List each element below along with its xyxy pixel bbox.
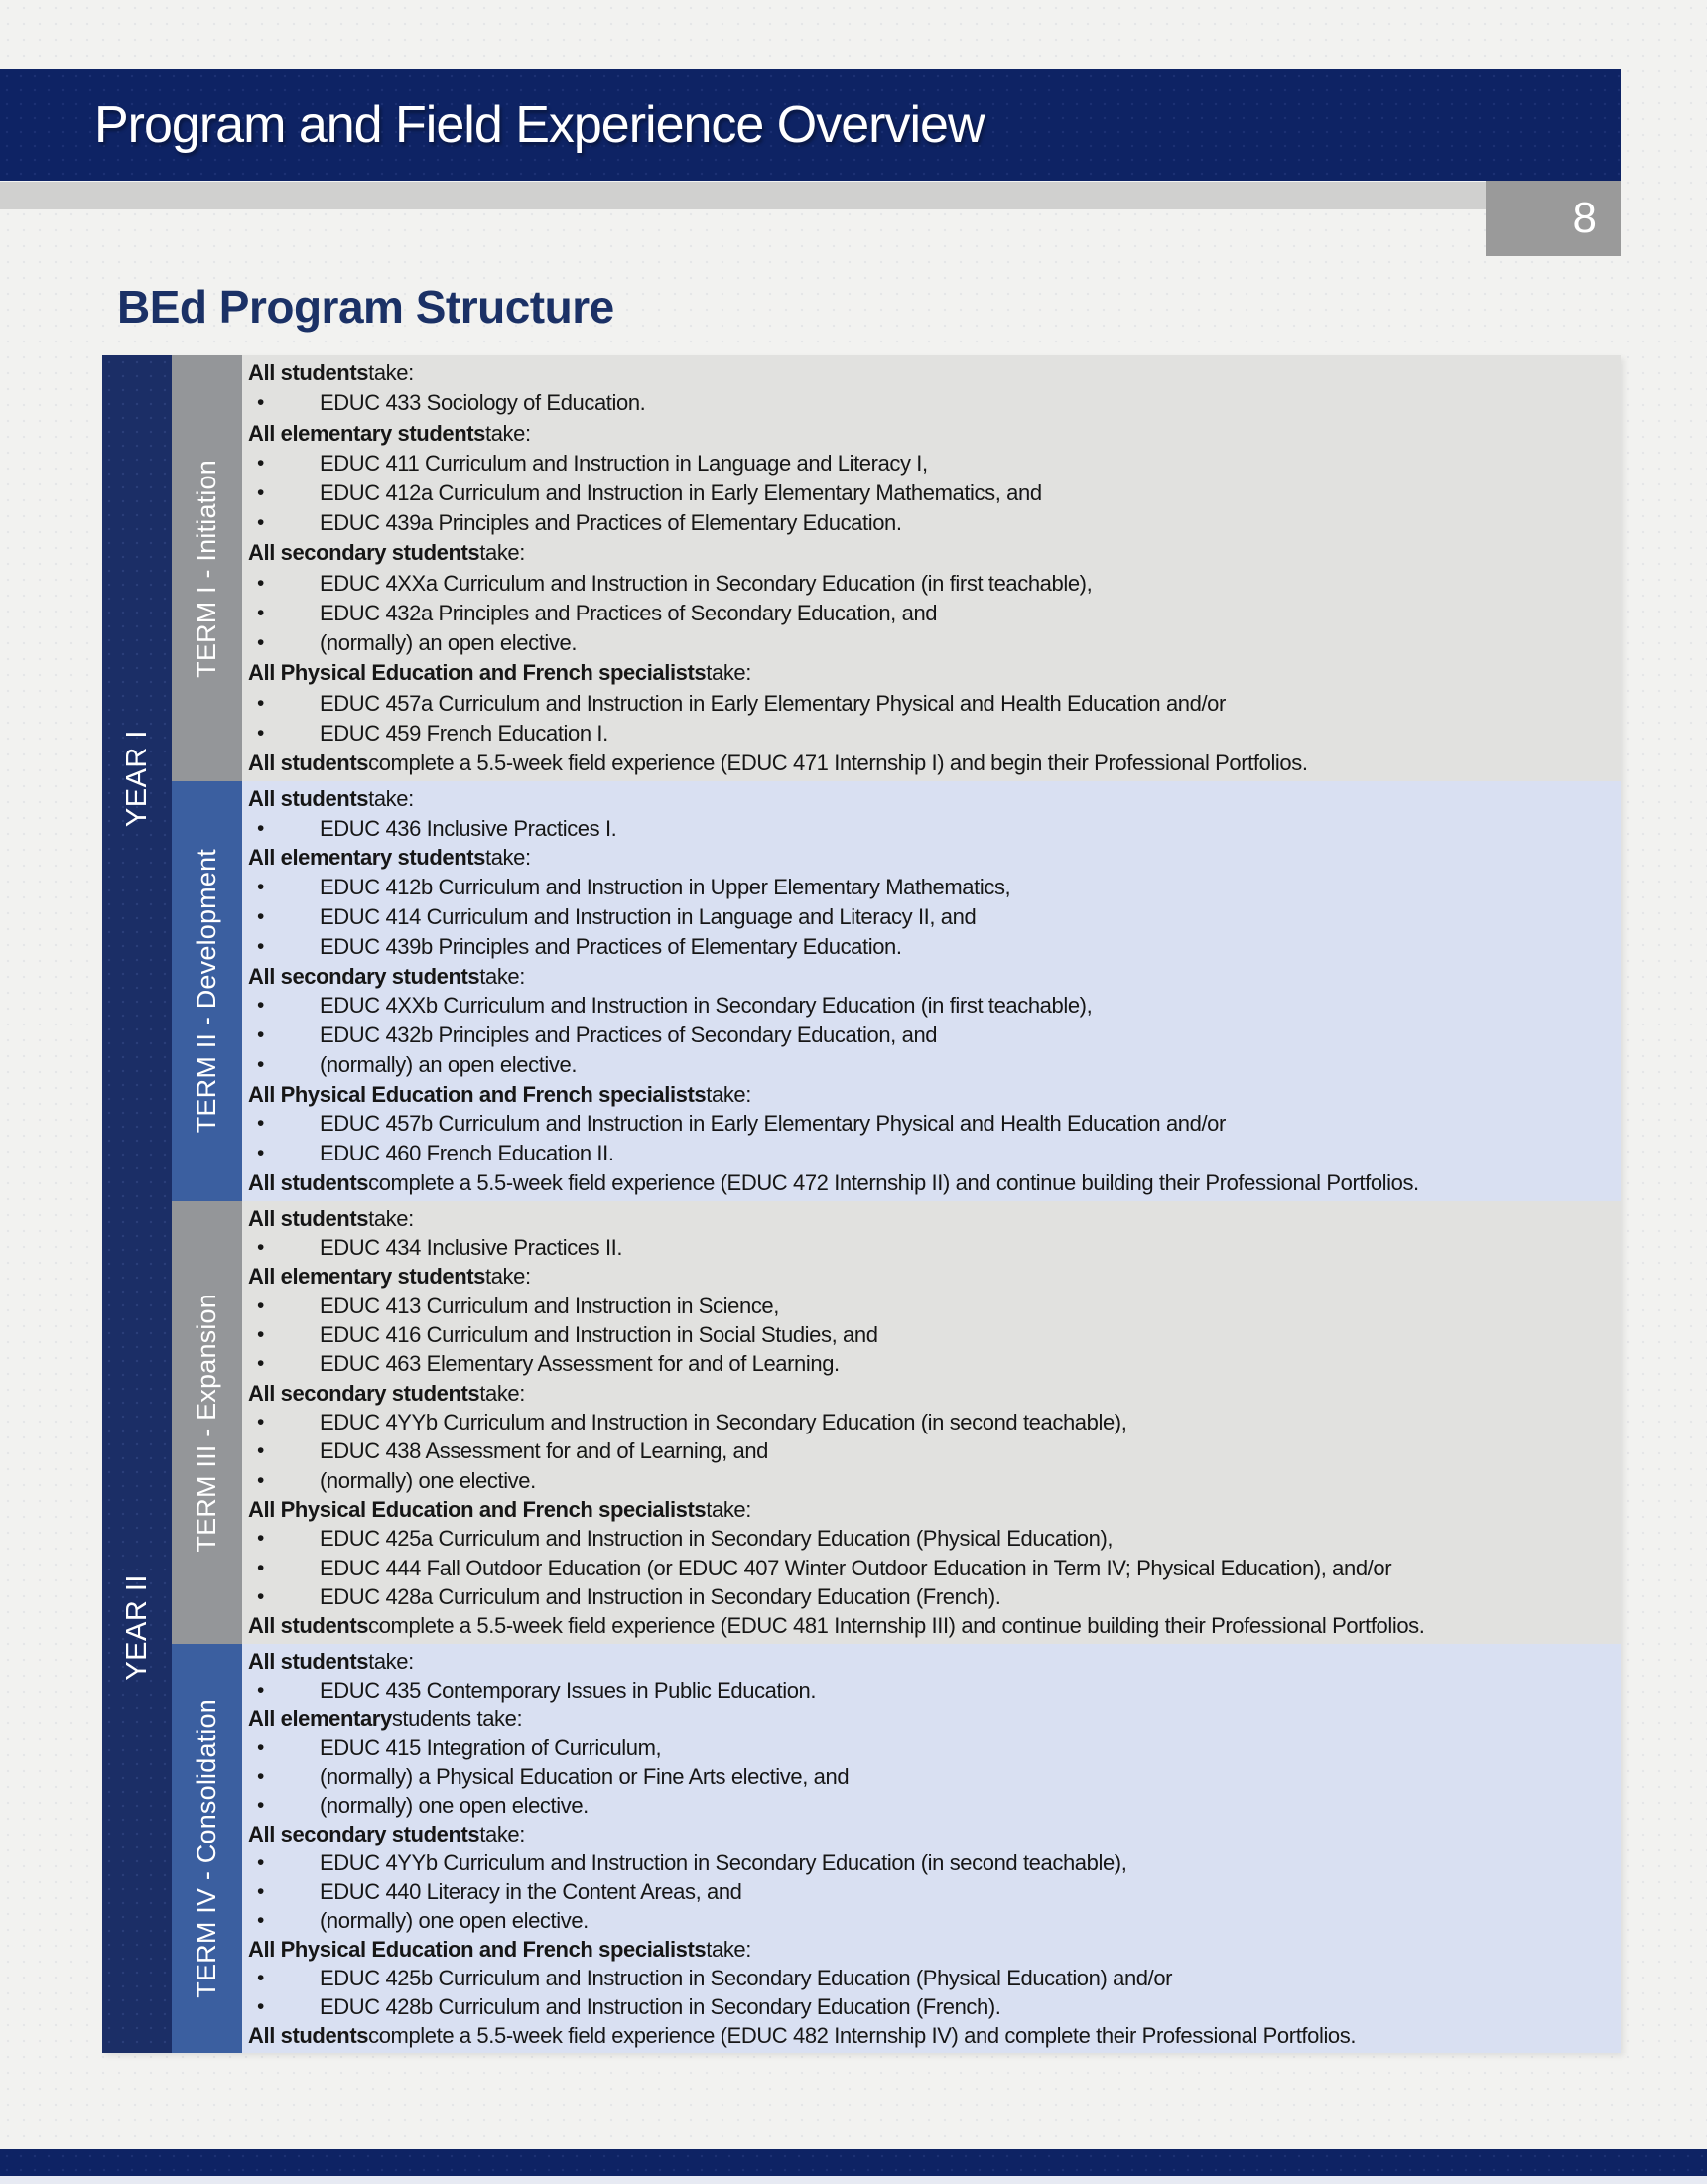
bullet-icon: • [257,571,264,595]
term-label: TERM II - Development [192,849,221,1134]
year-cell-2 [102,1201,172,2053]
section-footer-bold: All students [248,1170,369,1196]
bullet-item-text: EDUC 412a Curriculum and Instruction in Early Elementary Mathematics, and [320,479,1042,505]
section-footer [248,1168,1613,1198]
bullet-item-text: EDUC 436 Inclusive Practices I. [320,815,617,841]
bullet-item [248,1437,1613,1466]
bullet-item [248,1906,1613,1935]
year-label: YEAR II [120,1573,153,1681]
term-label: TERM III - Expansion [192,1293,221,1553]
group-heading [248,1263,1613,1292]
bullet-icon: • [257,1735,264,1759]
bullet-icon: • [257,1142,264,1165]
group-heading-bold: All elementary students [248,420,485,446]
group-heading-bold: All elementary students [248,1264,485,1290]
bullet-item-text: EDUC 412b Curriculum and Instruction in Upper Elementary Mathematics, [320,875,1011,900]
section-footer-bold: All students [248,1613,369,1639]
bullet-item [248,1408,1613,1436]
bullet-item [248,599,1613,628]
bullet-icon: • [257,1527,264,1551]
bullet-item-text: EDUC 459 French Education I. [320,720,608,746]
bullet-item-text: (normally) one elective. [320,1467,536,1493]
group-heading-rest: take: [368,360,414,386]
bullet-icon: • [257,1556,264,1579]
bullet-item-text: EDUC 463 Elementary Assessment for and of Learning. [320,1351,840,1377]
group-heading [248,1935,1613,1964]
bullet-item-text: EDUC 435 Contemporary Issues in Public Education. [320,1677,817,1703]
group-heading [248,1647,1613,1676]
header-divider-bar [0,182,1486,209]
bullet-item [248,1110,1613,1140]
group-heading-bold: All Physical Education and French specialists [248,660,707,686]
bullet-item [248,873,1613,902]
term-label: TERM I - Initiation [192,459,221,678]
bullet-item-text: EDUC 416 Curriculum and Instruction in Social Studies, and [320,1321,878,1347]
bullet-item [248,1320,1613,1349]
bullet-icon: • [257,1024,264,1047]
bullet-icon: • [257,631,264,655]
group-heading-rest: take: [706,660,751,686]
bullet-item [248,1964,1613,1992]
section-footer-rest: complete a 5.5-week field experience (EDUC 472 Internship II) and continue building their Professional Portfolios. [368,1170,1419,1196]
bullet-item-text: EDUC 415 Integration of Curriculum, [320,1734,662,1760]
bullet-item [248,508,1613,538]
section-footer [248,749,1613,778]
section-footer-rest: complete a 5.5-week field experience (EDUC 481 Internship III) and continue building their Professional Portfolios. [368,1613,1425,1639]
bullet-item-text: EDUC 4XXa Curriculum and Instruction in Secondary Education (in first teachable), [320,570,1093,596]
bullet-item-text: EDUC 4YYb Curriculum and Instruction in Secondary Education (in second teachable), [320,1849,1127,1875]
bullet-item-text: EDUC 413 Curriculum and Instruction in Science, [320,1293,779,1318]
title-banner [0,69,1621,181]
bullet-icon: • [257,1294,264,1317]
bullet-icon: • [257,1439,264,1463]
bullet-item-text: EDUC 428a Curriculum and Instruction in Secondary Education (French). [320,1583,1001,1609]
group-heading-rest: take: [368,1205,414,1231]
bullet-icon: • [257,1793,264,1817]
group-heading [248,1495,1613,1524]
section-footer [248,2021,1613,2050]
page-number-badge [1486,181,1621,256]
bullet-item [248,1676,1613,1705]
term-label: TERM IV - Consolidation [192,1699,221,1998]
group-heading-rest: take: [485,1264,531,1290]
bullet-icon: • [257,1410,264,1433]
group-heading [248,1080,1613,1110]
bullet-item [248,719,1613,749]
bullet-icon: • [257,391,264,415]
bullet-icon: • [257,1235,264,1259]
bullet-item-text: EDUC 432a Principles and Practices of Secondary Education, and [320,600,938,625]
group-heading-rest: take: [485,845,531,871]
page-title: Program and Field Experience Overview [94,96,985,154]
bullet-item-text: EDUC 457b Curriculum and Instruction in Early Elementary Physical and Health Education and/or [320,1111,1226,1137]
bullet-icon: • [257,1764,264,1788]
group-heading [248,844,1613,874]
group-heading [248,658,1613,688]
section-footer-bold: All students [248,750,369,775]
group-heading-rest: take: [706,1936,751,1962]
section-footer [248,1612,1613,1641]
bullet-icon: • [257,1584,264,1608]
program-structure-table [102,355,1621,2053]
bullet-item-text: (normally) one open elective. [320,1907,589,1933]
bullet-item-text: EDUC 438 Assessment for and of Learning, and [320,1438,769,1464]
bullet-item-text: EDUC 433 Sociology of Education. [320,390,646,416]
bullet-item [248,1292,1613,1320]
group-heading-bold: All Physical Education and French specialists [248,1936,707,1962]
bullet-item-text: EDUC 4XXb Curriculum and Instruction in Secondary Education (in first teachable), [320,993,1093,1019]
group-heading-rest: take: [479,963,525,989]
footer-bar [0,2149,1707,2176]
page-number: 8 [1572,194,1597,242]
section-footer-rest: complete a 5.5-week field experience (EDUC 482 Internship IV) and complete their Professional Portfolios. [368,2022,1357,2048]
bullet-item-text: EDUC 428b Curriculum and Instruction in Secondary Education (French). [320,1993,1001,2019]
bullet-icon: • [257,1468,264,1492]
bullet-item-text: EDUC 439a Principles and Practices of Elementary Education. [320,510,902,536]
group-heading-bold: All students [248,360,369,386]
group-heading-rest: take: [479,1380,525,1406]
term-content-4 [242,1644,1621,2053]
group-heading [248,418,1613,448]
bullet-icon: • [257,994,264,1018]
bullet-item [248,1582,1613,1611]
group-heading [248,538,1613,568]
bullet-item [248,1350,1613,1379]
bullet-icon: • [257,1908,264,1932]
bullet-item [248,932,1613,962]
bullet-item [248,814,1613,844]
group-heading-bold: All Physical Education and French specialists [248,1496,707,1522]
group-heading-bold: All secondary students [248,540,480,566]
group-heading-rest: students take: [391,1706,523,1731]
section-footer-bold: All students [248,2022,369,2048]
bullet-icon: • [257,1850,264,1874]
bullet-icon: • [257,1879,264,1903]
bullet-icon: • [257,691,264,715]
group-heading-bold: All Physical Education and French specialists [248,1081,707,1107]
bullet-icon: • [257,721,264,745]
bullet-icon: • [257,1112,264,1136]
bullet-item [248,991,1613,1021]
bullet-item-text: EDUC 439b Principles and Practices of Elementary Education. [320,933,902,959]
bullet-item [248,628,1613,658]
bullet-item-text: EDUC 4YYb Curriculum and Instruction in Secondary Education (in second teachable), [320,1409,1127,1434]
group-heading [248,1204,1613,1233]
bullet-item [248,1791,1613,1820]
group-heading-bold: All students [248,1648,369,1674]
group-heading-rest: take: [368,1648,414,1674]
bullet-icon: • [257,934,264,958]
bullet-item-text: EDUC 425a Curriculum and Instruction in Secondary Education (Physical Education), [320,1526,1114,1552]
bullet-icon: • [257,905,264,929]
bullet-item-text: EDUC 432b Principles and Practices of Secondary Education, and [320,1023,938,1048]
bullet-item-text: (normally) a Physical Education or Fine Arts elective, and [320,1763,850,1789]
group-heading-rest: take: [706,1081,751,1107]
bullet-item [248,1050,1613,1080]
term-cell-1 [172,355,242,781]
bullet-item-text: (normally) an open elective. [320,1051,578,1077]
group-heading-rest: take: [479,1821,525,1846]
group-heading [248,358,1613,388]
group-heading-rest: take: [479,540,525,566]
term-cell-3 [172,1201,242,1644]
bullet-icon: • [257,1678,264,1702]
group-heading-rest: take: [485,420,531,446]
bullet-icon: • [257,451,264,475]
section-footer-rest: complete a 5.5-week field experience (EDUC 471 Internship I) and begin their Professional Portfolios. [368,750,1308,775]
bullet-item [248,1848,1613,1877]
group-heading-rest: take: [706,1496,751,1522]
bullet-item-text: EDUC 444 Fall Outdoor Education (or EDUC 407 Winter Outdoor Education in Term IV; Physical Education), and/or [320,1555,1392,1580]
bullet-item-text: EDUC 411 Curriculum and Instruction in Language and Literacy I, [320,450,928,476]
bullet-icon: • [257,1994,264,2018]
group-heading [248,1379,1613,1408]
bullet-item [248,1733,1613,1762]
bullet-item-text: (normally) one open elective. [320,1792,589,1818]
bullet-icon: • [257,511,264,535]
group-heading-bold: All students [248,1205,369,1231]
bullet-icon: • [257,816,264,840]
group-heading [248,962,1613,992]
bullet-item-text: EDUC 440 Literacy in the Content Areas, and [320,1878,742,1904]
group-heading-bold: All elementary [248,1706,392,1731]
bullet-item [248,1877,1613,1906]
bullet-item [248,688,1613,718]
bullet-icon: • [257,1052,264,1076]
bullet-item [248,388,1613,418]
bullet-item [248,1466,1613,1495]
bullet-icon: • [257,480,264,504]
bullet-item-text: EDUC 414 Curriculum and Instruction in Language and Literacy II, and [320,904,977,930]
group-heading [248,784,1613,814]
section-heading: BEd Program Structure [117,281,614,333]
bullet-item [248,1525,1613,1554]
group-heading [248,1705,1613,1733]
bullet-item [248,902,1613,932]
bullet-icon: • [257,1966,264,1989]
group-heading-bold: All secondary students [248,1380,480,1406]
term-cell-2 [172,781,242,1201]
year-label: YEAR I [120,729,153,828]
footer-strip [0,2176,1707,2184]
bullet-item [248,1554,1613,1582]
bullet-item [248,449,1613,478]
bullet-item [248,569,1613,599]
bullet-icon: • [257,876,264,899]
group-heading-bold: All secondary students [248,963,480,989]
bullet-item-text: EDUC 457a Curriculum and Instruction in Early Elementary Physical and Health Education and/or [320,690,1226,716]
group-heading [248,1820,1613,1848]
group-heading-bold: All elementary students [248,845,485,871]
bullet-item-text: (normally) an open elective. [320,630,578,656]
term-content-3 [242,1201,1621,1644]
year-cell-1 [102,355,172,1201]
bullet-icon: • [257,1352,264,1376]
bullet-item [248,1992,1613,2021]
group-heading-bold: All secondary students [248,1821,480,1846]
bullet-item-text: EDUC 434 Inclusive Practices II. [320,1234,623,1260]
bullet-item [248,1139,1613,1168]
group-heading-rest: take: [368,785,414,811]
bullet-icon: • [257,1322,264,1346]
bullet-item [248,1762,1613,1791]
bullet-item [248,1021,1613,1050]
bullet-item [248,1233,1613,1262]
bullet-item [248,478,1613,508]
term-content-2 [242,781,1621,1201]
bullet-item-text: EDUC 425b Curriculum and Instruction in Secondary Education (Physical Education) and/or [320,1965,1173,1990]
term-content-1 [242,355,1621,781]
bullet-item-text: EDUC 460 French Education II. [320,1141,614,1166]
bullet-icon: • [257,601,264,624]
group-heading-bold: All students [248,785,369,811]
term-cell-4 [172,1644,242,2053]
